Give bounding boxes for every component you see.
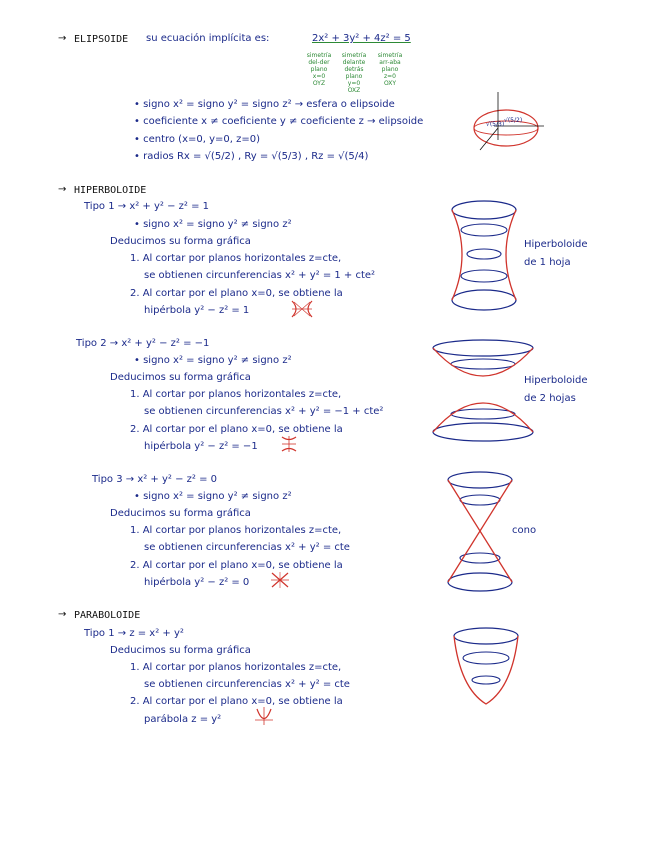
ellipsoid-bullet-4: • radios Rx = √(5/2) , Ry = √(5/3) , Rz = √(5/4)	[134, 151, 369, 162]
type2-label: Hiperboloide de 2 hojas	[524, 375, 588, 404]
ellipsoid-intro: su ecuación implícita es:	[146, 33, 270, 44]
type3-step2b: hipérbola y² − z² = 0	[144, 577, 250, 588]
type2-step2a: 2. Al cortar por el plano x=0, se obtiene la	[130, 424, 343, 435]
paraboloid-step2b: parábola z = y²	[144, 714, 222, 725]
type1-step1b: se obtienen circunferencias x² + y² = 1 + cte²	[144, 270, 376, 281]
hyperbola-sketch-icon	[280, 435, 298, 453]
paraboloid-title: Tipo 1 → z = x² + y²	[84, 628, 184, 639]
type2-sign: • signo x² = signo y² ≠ signo z²	[134, 355, 292, 366]
parabola-sketch-icon	[254, 706, 274, 726]
bullet-text: coeficiente x ≠ coeficiente y ≠ coeficiente z → elipsoide	[143, 116, 424, 127]
type2-title: Tipo 2 → x² + y² − z² = −1	[76, 338, 210, 349]
type1-sign: • signo x² = signo y² ≠ signo z²	[134, 219, 292, 230]
type3-sign: • signo x² = signo y² ≠ signo z²	[134, 491, 292, 502]
type3-step1a: 1. Al cortar por planos horizontales z=cte,	[130, 525, 342, 536]
ellipsoid-bullet-1: • signo x² = signo y² = signo z² → esfera o elipsoide	[134, 99, 395, 110]
hyperboloid-arrow: →	[58, 184, 67, 195]
symmetry-note-z: simetría arr-aba plano z=0 OXY	[377, 52, 403, 87]
ellipsoid-bullet-3: • centro (x=0, y=0, z=0)	[134, 134, 261, 145]
bullet-text: radios Rx = √(5/2) , Ry = √(5/3) , Rz = √(5/4)	[143, 151, 369, 162]
type2-step1b: se obtienen circunferencias x² + y² = −1 + cte²	[144, 406, 384, 417]
paraboloid-figure	[446, 626, 526, 708]
symmetry-note-y: simetría delante detrás plano y=0 OXZ	[341, 52, 367, 94]
hyperboloid-one-sheet-figure	[444, 198, 524, 318]
type2-step2b: hipérbola y² − z² = −1	[144, 441, 258, 452]
paraboloid-heading: PARABOLOIDE	[74, 610, 141, 621]
type1-step2a: 2. Al cortar por el plano x=0, se obtiene la	[130, 288, 343, 299]
type1-step2b: hipérbola y² − z² = 1	[144, 305, 250, 316]
bullet-text: signo x² = signo y² = signo z² → esfera o elipsoide	[143, 99, 395, 110]
type1-title: Tipo 1 → x² + y² − z² = 1	[84, 201, 210, 212]
sign-text: signo x² = signo y² ≠ signo z²	[143, 355, 292, 366]
sign-text: signo x² = signo y² ≠ signo z²	[143, 219, 292, 230]
type1-label: Hiperboloide de 1 hoja	[524, 239, 588, 268]
ellipsoid-arrow: →	[58, 33, 67, 44]
type3-step2a: 2. Al cortar por el plano x=0, se obtiene la	[130, 560, 343, 571]
paraboloid-arrow: →	[58, 609, 67, 620]
symmetry-note-x: simetría del-der plano x=0 OYZ	[306, 52, 332, 87]
hyperbola-sketch-icon	[290, 299, 314, 319]
asymptotes-sketch-icon	[270, 571, 290, 589]
ellipsoid-outline	[474, 110, 538, 146]
paraboloid-deduce: Deducimos su forma gráfica	[110, 645, 251, 656]
hyperboloid-two-sheets-figure	[428, 336, 538, 448]
type3-title: Tipo 3 → x² + y² − z² = 0	[92, 474, 218, 485]
ellipsoid-heading: ELIPSOIDE	[74, 34, 129, 45]
type3-step1b: se obtienen circunferencias x² + y² = cte	[144, 542, 350, 553]
type2-deduce: Deducimos su forma gráfica	[110, 372, 251, 383]
cone-figure	[440, 470, 520, 596]
x-axis	[480, 128, 498, 150]
paraboloid-step1b: se obtienen circunferencias x² + y² = cte	[144, 679, 350, 690]
ellipsoid-figure	[464, 90, 554, 160]
sign-text: signo x² = signo y² ≠ signo z²	[143, 491, 292, 502]
bullet-text: centro (x=0, y=0, z=0)	[143, 134, 261, 145]
ellipsoid-label-ry: √(5/3)	[486, 121, 505, 128]
ellipsoid-label-rx: √(5/2)	[504, 117, 523, 124]
type1-step1a: 1. Al cortar por planos horizontales z=cte,	[130, 253, 342, 264]
type2-step1a: 1. Al cortar por planos horizontales z=cte,	[130, 389, 342, 400]
ellipsoid-equation: 2x² + 3y² + 4z² = 5	[312, 33, 411, 44]
ellipsoid-bullet-2: • coeficiente x ≠ coeficiente y ≠ coeficiente z → elipsoide	[134, 116, 424, 127]
type3-deduce: Deducimos su forma gráfica	[110, 508, 251, 519]
hyperboloid-heading: HIPERBOLOIDE	[74, 185, 147, 196]
type3-label: cono	[512, 525, 537, 536]
type1-deduce: Deducimos su forma gráfica	[110, 236, 251, 247]
paraboloid-step1a: 1. Al cortar por planos horizontales z=cte,	[130, 662, 342, 673]
paraboloid-step2a: 2. Al cortar por el plano x=0, se obtiene la	[130, 696, 343, 707]
